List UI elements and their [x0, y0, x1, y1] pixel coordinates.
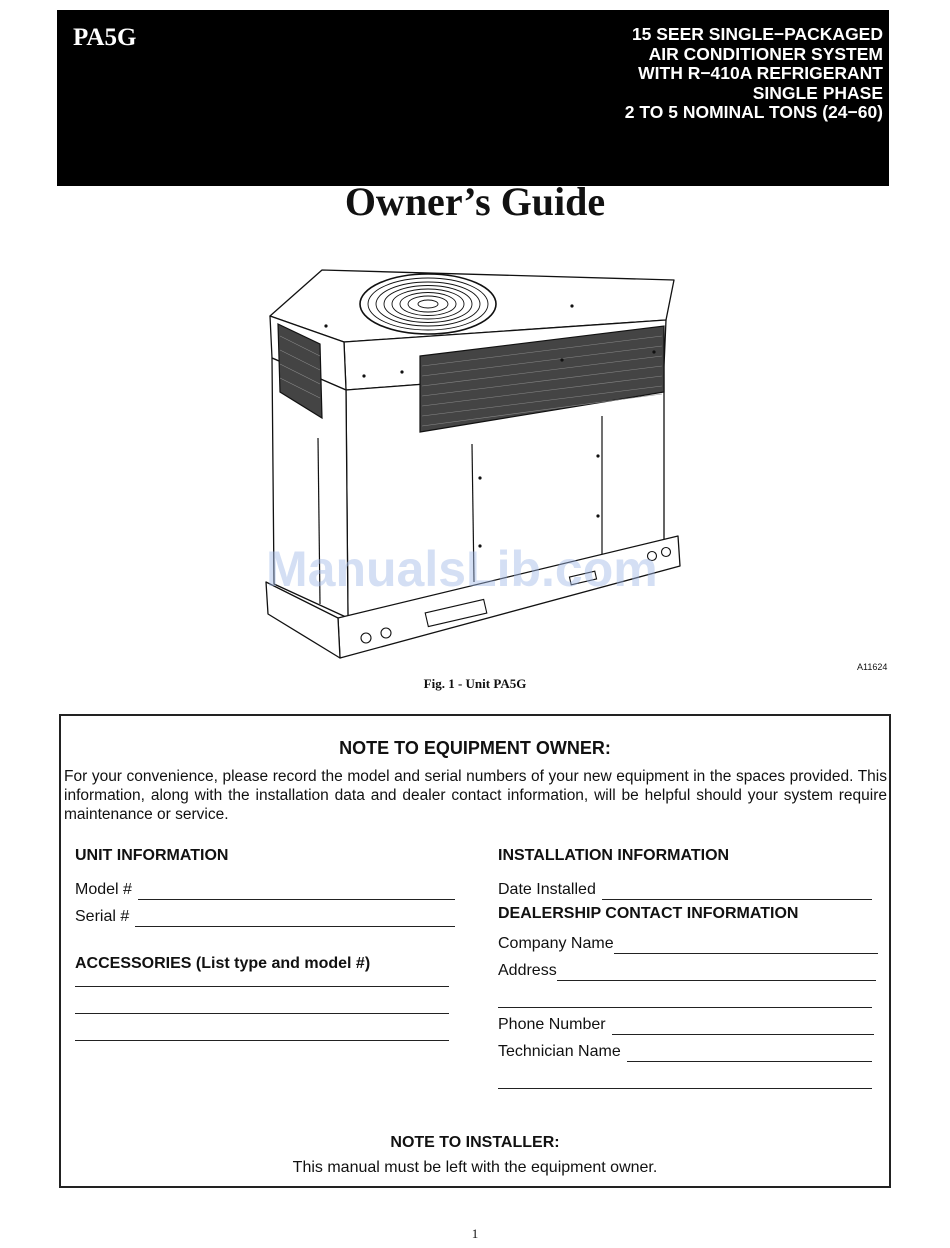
unit-info-column	[75, 846, 455, 1041]
date-installed-label: Date Installed	[498, 881, 596, 898]
product-spec	[625, 25, 883, 123]
figure-caption: Fig. 1 - Unit PA5G	[423, 676, 527, 691]
owner-note-box	[59, 714, 891, 1188]
address-field	[498, 954, 876, 981]
model-name: PA5G	[73, 24, 137, 51]
installer-note-text: This manual must be left with the equipment owner.	[292, 1159, 658, 1176]
spec-line: AIR CONDITIONER SYSTEM	[648, 43, 883, 64]
spec-line: 15 SEER SINGLE−PACKAGED	[631, 24, 883, 44]
model-line[interactable]	[138, 883, 455, 900]
header-banner	[57, 10, 889, 186]
spec-line: SINGLE PHASE	[752, 82, 883, 103]
note-text: For your convenience, please record the model and serial numbers of your new equipment in the spaces provided. This information, along with the installation data and dealer contact information, will be helpful should your system require maintenance or service.	[64, 768, 887, 823]
spec-line: WITH R−410A REFRIGERANT	[638, 63, 883, 83]
serial-line[interactable]	[135, 910, 455, 927]
installer-note-title: NOTE TO INSTALLER:	[390, 1134, 560, 1151]
spec-line: 2 TO 5 NOMINAL TONS (24−60)	[624, 102, 883, 122]
company-line[interactable]	[614, 937, 878, 954]
serial-field	[75, 900, 455, 927]
date-installed-field	[498, 873, 872, 900]
accessory-line[interactable]	[75, 1014, 449, 1041]
watermark: ManualsLib.com	[266, 541, 658, 597]
address-line[interactable]	[557, 964, 876, 981]
installation-info-heading: INSTALLATION INFORMATION	[498, 847, 730, 864]
date-installed-line[interactable]	[602, 883, 872, 900]
unit-illustration	[262, 266, 682, 666]
technician-label: Technician Name	[498, 1043, 621, 1060]
unit-info-heading: UNIT INFORMATION	[75, 847, 229, 864]
phone-label: Phone Number	[498, 1016, 606, 1033]
model-field	[75, 873, 455, 900]
address-label: Address	[498, 962, 557, 979]
serial-label: Serial #	[75, 908, 130, 925]
accessories-heading: ACCESSORIES (List type and model #)	[75, 955, 371, 972]
technician-line[interactable]	[627, 1045, 872, 1062]
phone-line[interactable]	[612, 1018, 874, 1035]
page-title: Owner’s Guide	[344, 179, 606, 224]
page-number: 1	[471, 1226, 479, 1241]
figure-code: A11624	[857, 662, 888, 672]
company-field	[498, 927, 878, 954]
note-title: NOTE TO EQUIPMENT OWNER:	[339, 738, 611, 758]
phone-field	[498, 1008, 874, 1035]
address-line-2[interactable]	[498, 981, 872, 1008]
model-label: Model #	[75, 881, 132, 898]
dealership-heading: DEALERSHIP CONTACT INFORMATION	[498, 905, 799, 922]
technician-line-2[interactable]	[498, 1062, 872, 1089]
accessory-line[interactable]	[75, 987, 449, 1014]
company-label: Company Name	[498, 935, 614, 952]
installation-info-column	[498, 846, 882, 1089]
technician-field	[498, 1035, 872, 1062]
